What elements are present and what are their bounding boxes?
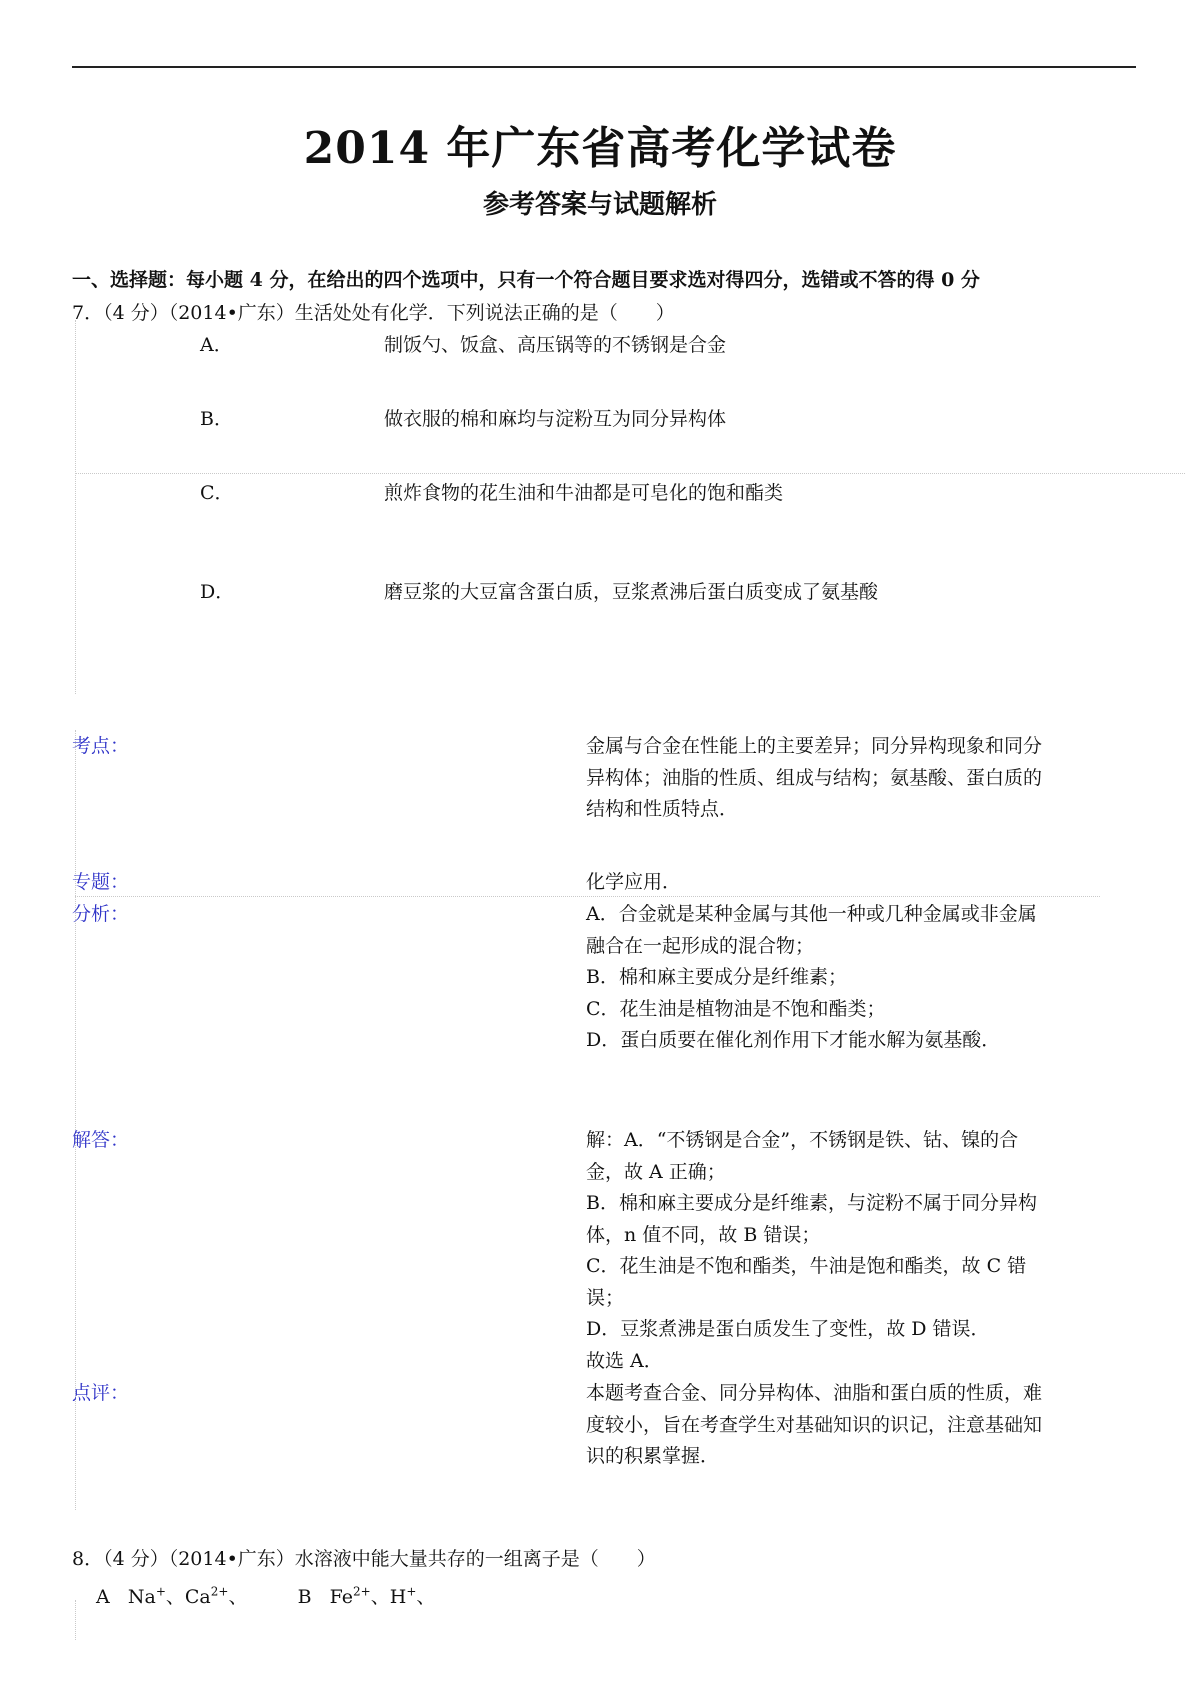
question-8-stem: 8．（4 分）（2014•广东）水溶液中能大量共存的一组离子是（ ） [72, 1548, 656, 1570]
jieda-label: 解答： [72, 1129, 130, 1151]
question-8-frame-left [75, 1600, 76, 1640]
fenxi-line: C．花生油是植物油是不饱和酯类； [586, 997, 886, 1020]
fenxi-line: B．棉和麻主要成分是纤维素； [586, 966, 847, 988]
fenxi-line: D．蛋白质要在催化剂作用下才能水解为氨基酸． [586, 1029, 1001, 1051]
option-d-text: 磨豆浆的大豆富含蛋白质，豆浆煮沸后蛋白质变成了氨基酸 [384, 581, 879, 603]
question-7-stem: 7．（4 分）（2014•广东）生活处处有化学．下列说法正确的是（ ） [72, 302, 675, 324]
jieda-line: B．棉和麻主要成分是纤维素，与淀粉不属于同分异构 [586, 1192, 1037, 1214]
option-a-text: 制饭勺、饭盒、高压锅等的不锈钢是合金 [384, 334, 727, 356]
fenxi-line: 融合在一起形成的混合物； [586, 934, 815, 957]
zhuanti-line: 化学应用． [586, 871, 682, 893]
dianping-content [586, 1378, 1106, 1473]
jieda-line: 体，n 值不同，故 B 错误； [586, 1223, 821, 1246]
q8-option-a-ion1: Na [127, 1586, 156, 1608]
option-c-letter: C． [200, 482, 234, 504]
option-b-letter: B． [200, 408, 233, 430]
jieda-line: D．豆浆煮沸是蛋白质发生了变性，故 D 错误． [586, 1318, 990, 1340]
option-a-letter: A． [200, 334, 233, 356]
question-8-options [96, 1582, 435, 1609]
q8-option-b-sep: 、H [370, 1586, 407, 1608]
jieda-line: C．花生油是不饱和酯类，牛油是饱和酯类，故 C 错 [586, 1255, 1027, 1277]
kaodian-line: 结构和性质特点． [586, 798, 739, 820]
fenxi-label: 分析： [72, 903, 130, 925]
page-subtitle: 参考答案与试题解析 [482, 190, 717, 220]
jieda-line: 故选 A． [586, 1349, 663, 1372]
jieda-line: 误； [586, 1286, 625, 1309]
jieda-content [586, 1125, 1106, 1377]
dianping-line: 识的积累掌握． [586, 1445, 720, 1467]
options-frame-divider [75, 473, 1185, 474]
jieda-line: 金，故 A 正确； [586, 1160, 726, 1183]
options-frame-left [75, 320, 76, 694]
jieda-line: 解：A．“不锈钢是合金”，不锈钢是铁、钴、镍的合 [586, 1129, 1019, 1151]
q8-option-b-ion1: Fe [329, 1586, 354, 1608]
option-d-letter: D． [200, 581, 235, 603]
zhuanti-label: 专题： [72, 871, 130, 893]
fenxi-line: A．合金就是某种金属与其他一种或几种金属或非金属 [586, 903, 1037, 925]
q8-option-a-sep: 、Ca [165, 1586, 211, 1608]
kaodian-content [586, 731, 1106, 826]
dianping-line: 本题考查合金、同分异构体、油脂和蛋白质的性质，难 [586, 1382, 1043, 1404]
q8-option-a-ion2-charge: 2+ [210, 1584, 229, 1599]
kaodian-line: 金属与合金在性能上的主要差异；同分异构现象和同分 [586, 735, 1043, 757]
q8-option-a-ion1-charge: + [155, 1584, 166, 1599]
dianping-label: 点评： [72, 1382, 130, 1404]
kaodian-line: 异构体；油脂的性质、组成与结构；氨基酸、蛋白质的 [586, 766, 1043, 789]
option-c-text: 煎炸食物的花生油和牛油都是可皂化的饱和酯类 [384, 482, 784, 504]
top-rule [72, 66, 1136, 68]
section-heading: 一、选择题：每小题 4 分，在给出的四个选项中，只有一个符合题目要求选对得四分，选错或不答的得 0 分 [72, 269, 980, 291]
dianping-line: 度较小，旨在考查学生对基础知识的识记，注意基础知 [586, 1413, 1043, 1436]
kaodian-label: 考点： [72, 735, 130, 757]
q8-option-b-tail: 、 [416, 1586, 436, 1608]
q8-option-b-ion1-charge: 2+ [353, 1584, 371, 1599]
fenxi-content [586, 899, 1106, 1057]
q8-option-b-ion2-charge: + [406, 1584, 417, 1599]
option-b-text: 做衣服的棉和麻均与淀粉互为同分异构体 [384, 408, 727, 430]
q8-option-b-letter: B [297, 1586, 312, 1608]
page-title: 2014 年广东省高考化学试卷 [303, 123, 897, 174]
q8-option-a-tail: 、 [228, 1586, 248, 1608]
q8-option-a-letter: A [96, 1586, 110, 1608]
zhuanti-content [586, 867, 1106, 899]
